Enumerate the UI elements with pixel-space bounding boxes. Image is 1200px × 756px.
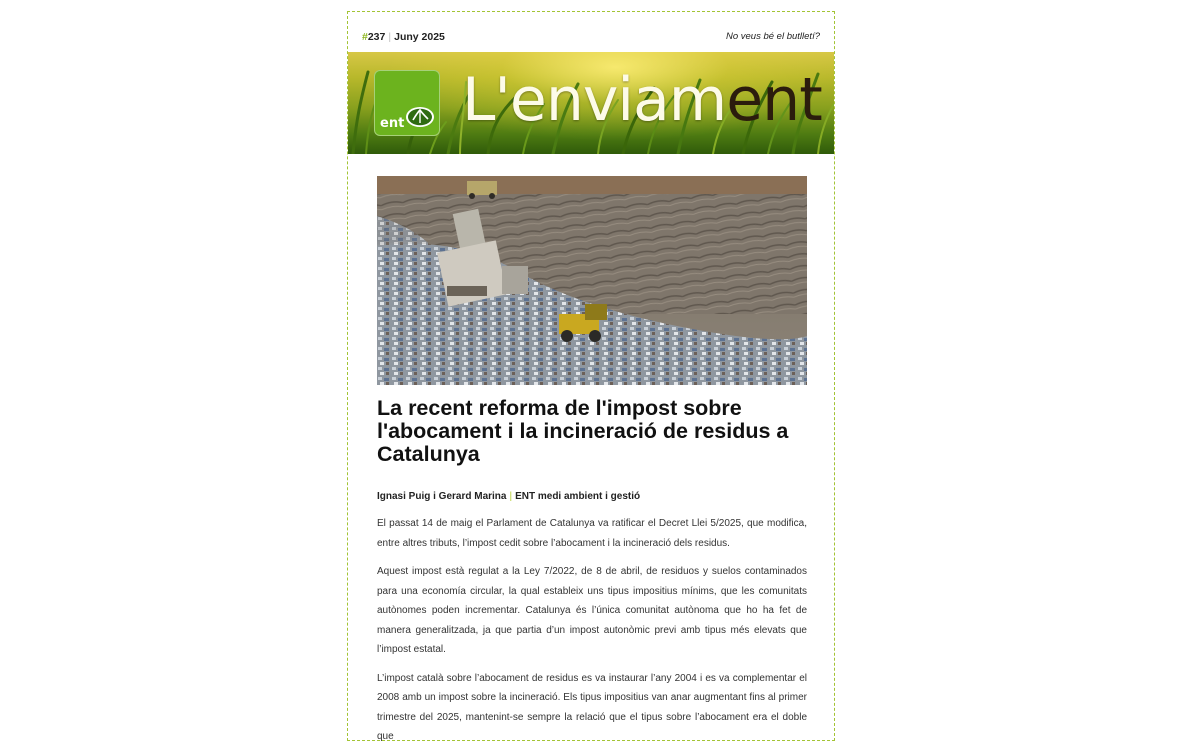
issue-number: 237 <box>367 31 386 43</box>
article-byline <box>377 491 809 502</box>
tree-emblem-icon <box>405 106 435 128</box>
article-organization: ENT medi ambient i gestió <box>515 491 641 502</box>
title-part-dark: ent <box>726 65 822 135</box>
article-authors: Ignasi Puig i Gerard Marina <box>377 491 507 502</box>
article-paragraph-2: Aquest impost està regulat a la Ley 7/2022, de 8 de abril, de residuos y suelos contaminados para una economía circular, la qual estableix uns tipus impositius mínims, que les comunitats autònomes poden incrementar. Catalunya és l’única comunitat autònoma que ho ha fet de manera generalitzada, ja que partia d’un impost autonòmic previ amb tipus més elevats que l’impost estatal. <box>377 566 807 655</box>
view-in-browser-link[interactable]: No veus bé el butlletí? <box>725 31 820 42</box>
newsletter-title <box>462 64 822 136</box>
title-part-light: L'enviam <box>462 65 727 135</box>
byline-separator: | <box>509 491 513 502</box>
landfill-photo <box>377 176 807 385</box>
article-body <box>377 514 807 756</box>
issue-info <box>362 29 445 45</box>
article-paragraph-3: L’impost català sobre l’abocament de residus es va instaurar l’any 2004 i es va complementar el 2008 amb un impost sobre la incineració. Els tipus impositius van anar augmentant fins al primer trimestre del 2025, mantenint-se sempre la relació que el tipus sobre l’abocament era el doble que <box>377 672 807 742</box>
issue-date: Juny 2025 <box>394 31 445 43</box>
newsletter-banner <box>348 52 834 154</box>
article-paragraph-1: El passat 14 de maig el Parlament de Catalunya va ratificar el Decret Llei 5/2025, que modifica, entre altres tributs, l’impost cedit sobre l’abocament i la incineració dels residus. <box>377 518 807 549</box>
issue-separator: | <box>388 31 392 43</box>
article-hero-image[interactable] <box>377 176 807 385</box>
issue-hash: # <box>362 31 368 43</box>
newsletter-topbar <box>362 29 820 45</box>
ent-logo[interactable] <box>374 70 440 136</box>
logo-text: ent <box>380 116 405 131</box>
newsletter-container <box>347 11 835 741</box>
article-title: La recent reforma de l'impost sobre l'abocament i la incineració de residus a Catalunya <box>377 396 789 466</box>
